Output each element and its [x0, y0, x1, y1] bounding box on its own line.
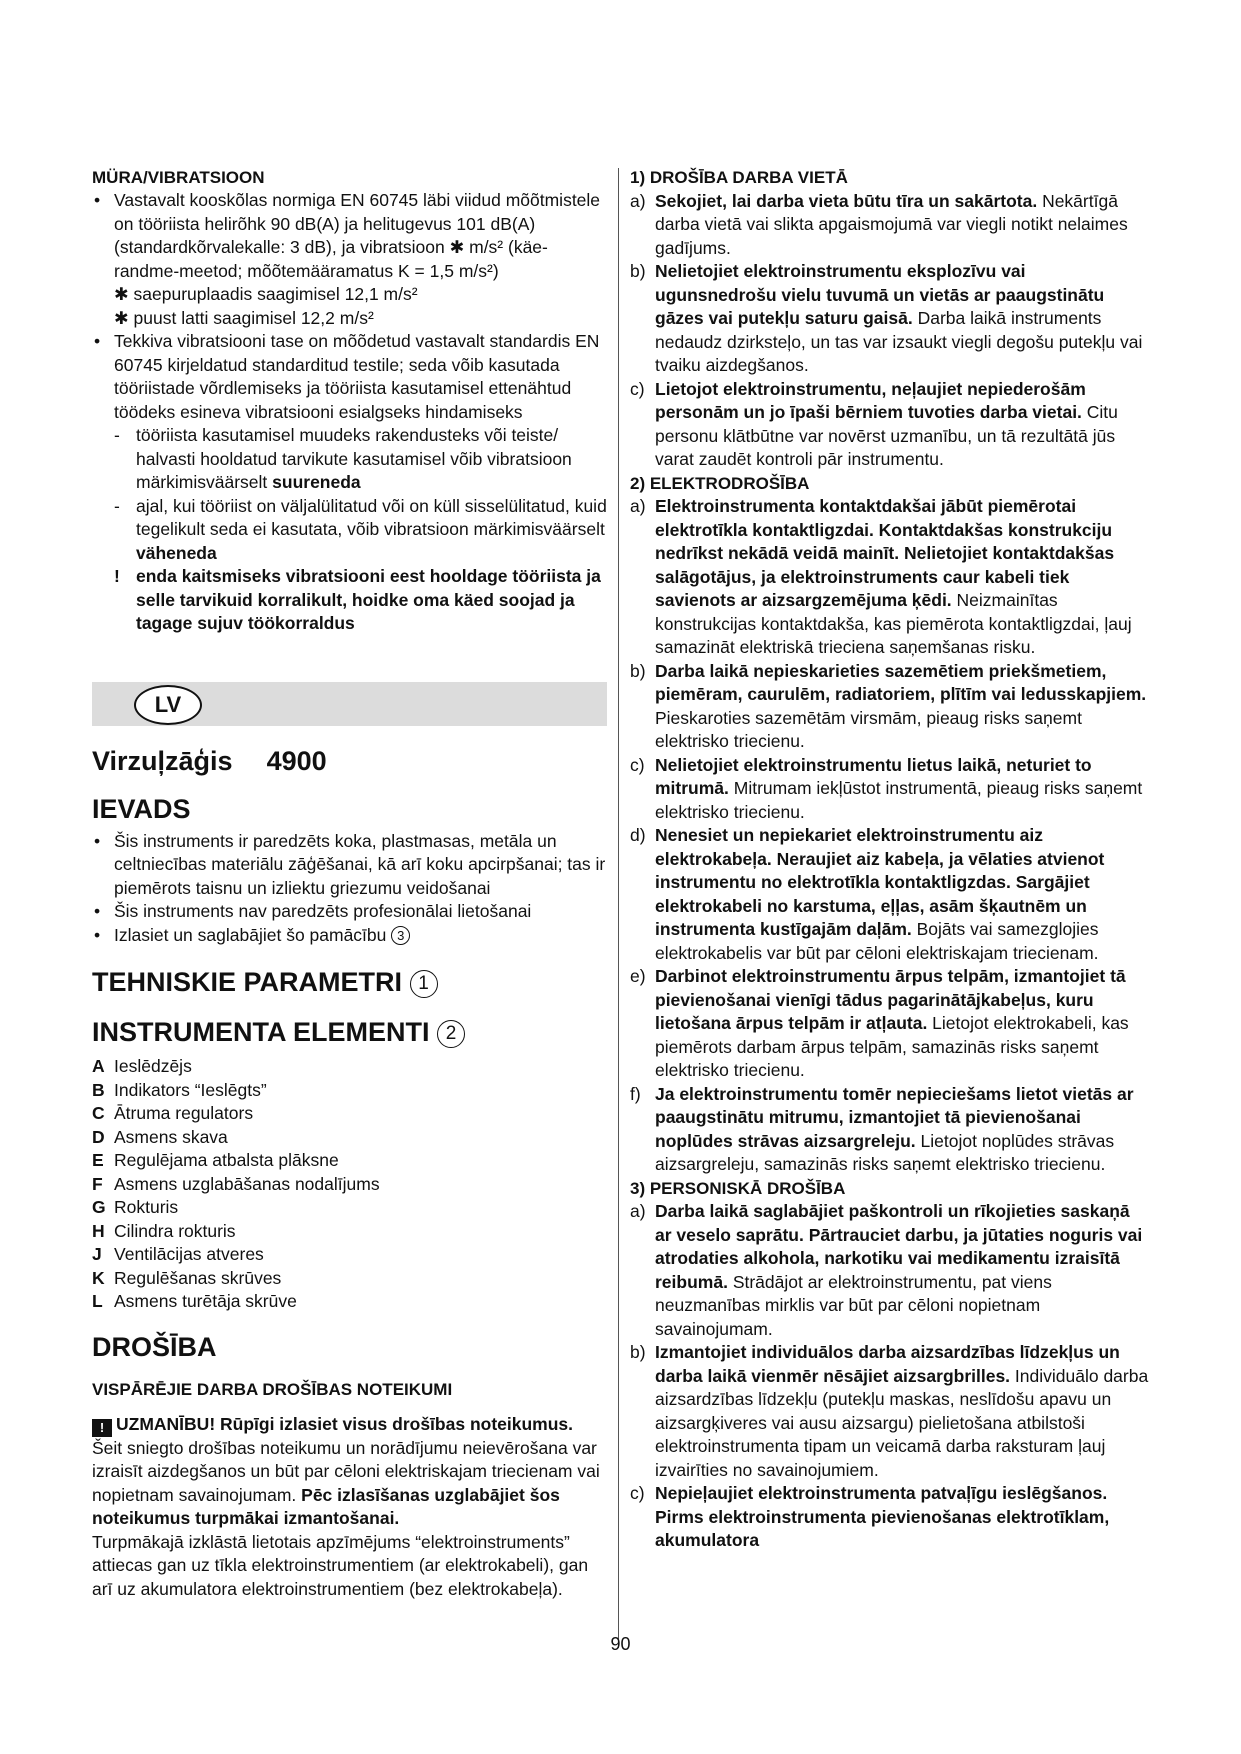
figure-ref: 2: [437, 1020, 465, 1048]
intro-bullet: • Izlasiet un saglabājiet šo pamācību 3: [92, 924, 607, 948]
element-item: B Indikators “Ieslēgts”: [92, 1079, 267, 1100]
warning-paragraph: Šeit sniegto drošības noteikumu un norādījumu neievērošana var izraisīt aizdegšanos un būt par cēloni elektriskajam triecienam vai nopietnam savainojumam. Pēc izlasīšanas uzglabājiet šos noteikumus turpmākai izmantošanai.: [92, 1437, 600, 1528]
warning-line: ! UZMANĪBU! Rūpīgi izlasiet visus drošības noteikumus.: [92, 1413, 607, 1437]
rule-item: a) Elektroinstrumenta kontaktdakšai jābūt piemērotai elektrotīkla kontaktligzdai. Kontaktdakšas konstrukciju nedrīkst nekādā veidā mainīt. Nelietojiet kontaktdakšas salāgotājus, ja elektroinstruments caur kabeli tiek savienots ar aizsargzemējuma ķēdi. Neizmainītas konstrukcijas kontaktdakša, kas piemērota kontaktligzdai, ļauj samazināt elektriskā trieciena saņemšanas risku.: [630, 496, 1132, 657]
noise-bullet: • Tekkiva vibratsiooni tase on mõõdetud vastavalt standardis EN 60745 kirjeldatud standarditud testile; seda võib kasutada tööriistade võrdlemiseks ja tööriista kasutamisel ettenähtud töödeks esineva vibratsiooni esialgseks hindamiseks: [92, 330, 607, 424]
element-item: K Regulēšanas skrūves: [92, 1267, 282, 1288]
general-rules-heading: VISPĀRĒJIE DARBA DROŠĪBAS NOTEIKUMI: [92, 1379, 453, 1399]
warning-paragraph-2: Turpmākajā izklāstā lietotais apzīmējums “elektroinstruments” attiecas gan uz tīkla elektroinstrumentiem (ar elektrokabeli), gan arī uz akumulatora elektroinstrumentiem (bez elektrokabeļa).: [92, 1531, 589, 1599]
figure-ref: 3: [391, 926, 410, 945]
rule-item: c) Lietojot elektroinstrumentu, neļaujiet nepiederošām personām un jo īpaši bērniem tuvoties darba vietai. Citu personu klātbūtne var novērst uzmanību, un tā rezultātā jūs varat zaudēt kontroli pār instrumentu.: [630, 378, 1118, 469]
rule-item: b) Nelietojiet elektroinstrumentu eksplozīvu vai ugunsnedrošu vielu tuvumā un vietās ar paaugstinātu gāzes vai putekļu saturu gaisā. Darba laikā instruments nedaudz dzirksteļo, un tas var izsaukt viegli degošu putekļu vai tvaiku aizdegšanos.: [630, 261, 1143, 375]
noise-sub-item: - tööriista kasutamisel muudeks rakendusteks või teiste/ halvasti hooldatud tarvikute kasutamisel võib vibratsioon märkimisväärselt suureneda: [114, 425, 572, 492]
element-item: H Cilindra rokturis: [92, 1220, 236, 1241]
column-divider: [618, 168, 619, 1648]
rule-item: e) Darbinot elektroinstrumentu ārpus telpām, izmantojiet tā pievienošanai vienīgi tādus pagarinātājkabeļus, kuru lietošana ārpus telpām ir atļauta. Lietojot elektrokabeli, kas piemērots darbam ārpus telpām, samazinās risks saņemt elektrisko triecienu.: [630, 966, 1129, 1080]
noise-sub-item: - ajal, kui tööriist on väljalülitatud või on küll sisselülitatud, kuid tegelikult seda ei kasutata, võib vibratsioon märkimisväärselt väheneda: [114, 495, 607, 563]
figure-ref: 1: [410, 970, 438, 998]
rule-item: a) Darba laikā saglabājiet paškontroli un rīkojieties saskaņā ar veselo saprātu. Pārtrauciet darbu, ja jūtaties noguris vai atrodaties alkohola, narkotiku vai medikamentu izraisītā reibumā. Strādājot ar elektroinstrumentu, pat viens neuzmanības mirklis var būt par cēloni nopietnam savainojumam.: [630, 1201, 1143, 1339]
safety-heading: DROŠĪBA: [92, 1331, 217, 1362]
right-column: [630, 166, 1150, 1553]
language-badge: LV: [134, 685, 202, 725]
section-2-heading: 2) ELEKTRODROŠĪBA: [630, 473, 810, 493]
element-item: J Ventilācijas atveres: [92, 1244, 264, 1264]
product-title: Virzuļzāģis 4900: [92, 745, 327, 776]
left-column: [92, 166, 607, 1601]
noise-exclamation: ! enda kaitsmiseks vibratsiooni eest hooldage tööriista ja selle tarvikuid korralikult, hoidke oma käed soojad ja tagage sujuv töökorraldus: [114, 566, 601, 633]
rule-item: b) Darba laikā nepieskarieties sazemētiem priekšmetiem, piemēram, caurulēm, radiatoriem, plītīm vai ledusskapjiem. Pieskaroties sazemētām virsmām, pieaug risks saņemt elektrisko triecienu.: [630, 660, 1147, 751]
section-3-heading: 3) PERSONISKĀ DROŠĪBA: [630, 1178, 846, 1198]
elements-list: [92, 1055, 607, 1314]
intro-heading: IEVADS: [92, 793, 191, 824]
element-item: E Regulējama atbalsta plāksne: [92, 1150, 339, 1170]
intro-bullet: • Šis instruments ir paredzēts koka, plastmasas, metāla un celtniecības materiālu zāģēšanai, kā arī koku apcirpšanai; tas ir piemērots taisnu un izliektu griezumu veidošanai: [92, 830, 607, 901]
element-item: F Asmens uzglabāšanas nodalījums: [92, 1173, 380, 1194]
noise-star-1: ✱ saepuruplaadis saagimisel 12,1 m/s²: [114, 284, 418, 304]
noise-bullet: • Vastavalt kooskõlas normiga EN 60745 läbi viidud mõõtmistele on tööriista helirõhk 90 dB(A) ja helitugevus 101 dB(A) (standardkõrvalekalle: 3 dB), ja vibratsioon ✱ m/s² (käe-randme-meetod; mõõtemääramatus K = 1,5 m/s²): [92, 189, 607, 283]
element-item: G Rokturis: [92, 1197, 179, 1217]
element-item: D Asmens skava: [92, 1126, 228, 1147]
intro-bullet: • Šis instruments nav paredzēts profesionālai lietošanai: [92, 900, 607, 924]
rule-item: c) Nelietojiet elektroinstrumentu lietus laikā, neturiet to mitrumā. Mitrumam iekļūstot instrumentā, pieaug risks saņemt elektrisko triecienu.: [630, 754, 1143, 822]
rule-item: b) Izmantojiet individuālos darba aizsardzības līdzekļus un darba laikā vienmēr nēsājiet aizsargbrilles. Individuālo darba aizsardzības līdzekļu (putekļu maskas, neslīdošu apavu un aizsargķiveres vai ausu aizsargu) pielietošana atbilstoši elektroinstrumenta tipam un veicamā darba raksturam ļauj izvairīties no savainojumiem.: [630, 1342, 1149, 1480]
rule-item: d) Nenesiet un nepiekariet elektroinstrumentu aiz elektrokabeļa. Neraujiet aiz kabeļa, ja vēlaties atvienot instrumentu no elektrotīkla kontaktligzdas. Sargājiet elektrokabeli no karstuma, eļļas, asām šķautnēm un instrumenta kustīgajām daļām. Bojāts vai samezglojies elektrokabelis var būt par cēloni elektriskajam triecienam.: [630, 825, 1105, 963]
warning-icon: !: [92, 1419, 112, 1437]
rule-item: c) Nepieļaujiet elektroinstrumenta patvaļīgu ieslēgšanos. Pirms elektroinstrumenta pievienošanas elektrotīklam, akumulatora: [630, 1483, 1110, 1550]
elements-heading: INSTRUMENTA ELEMENTI 2: [92, 1015, 607, 1049]
rule-item: a) Sekojiet, lai darba vieta būtu tīra un sakārtota. Nekārtīgā darba vietā vai slikta apgaismojumā var viegli notikt nelaimes gadījums.: [630, 190, 1128, 258]
noise-heading: MÜRA/VIBRATSIOON: [92, 168, 265, 187]
section-1-heading: 1) DROŠĪBA DARBA VIETĀ: [630, 168, 848, 187]
element-item: A Ieslēdzējs: [92, 1056, 192, 1076]
noise-star-2: ✱ puust latti saagimisel 12,2 m/s²: [114, 307, 374, 328]
element-item: L Asmens turētāja skrūve: [92, 1291, 297, 1311]
tech-heading: TEHNISKIE PARAMETRI 1: [92, 965, 607, 999]
language-band: [92, 682, 607, 726]
page-number: 90: [610, 1634, 631, 1654]
element-item: C Ātruma regulators: [92, 1103, 254, 1123]
rule-item: f) Ja elektroinstrumentu tomēr nepieciešams lietot vietās ar paaugstinātu mitrumu, izmantojiet tā pievienošanai noplūdes strāvas aizsargreleju. Lietojot noplūdes strāvas aizsargreleju, samazinās risks saņemt elektrisko triecienu.: [630, 1083, 1134, 1174]
